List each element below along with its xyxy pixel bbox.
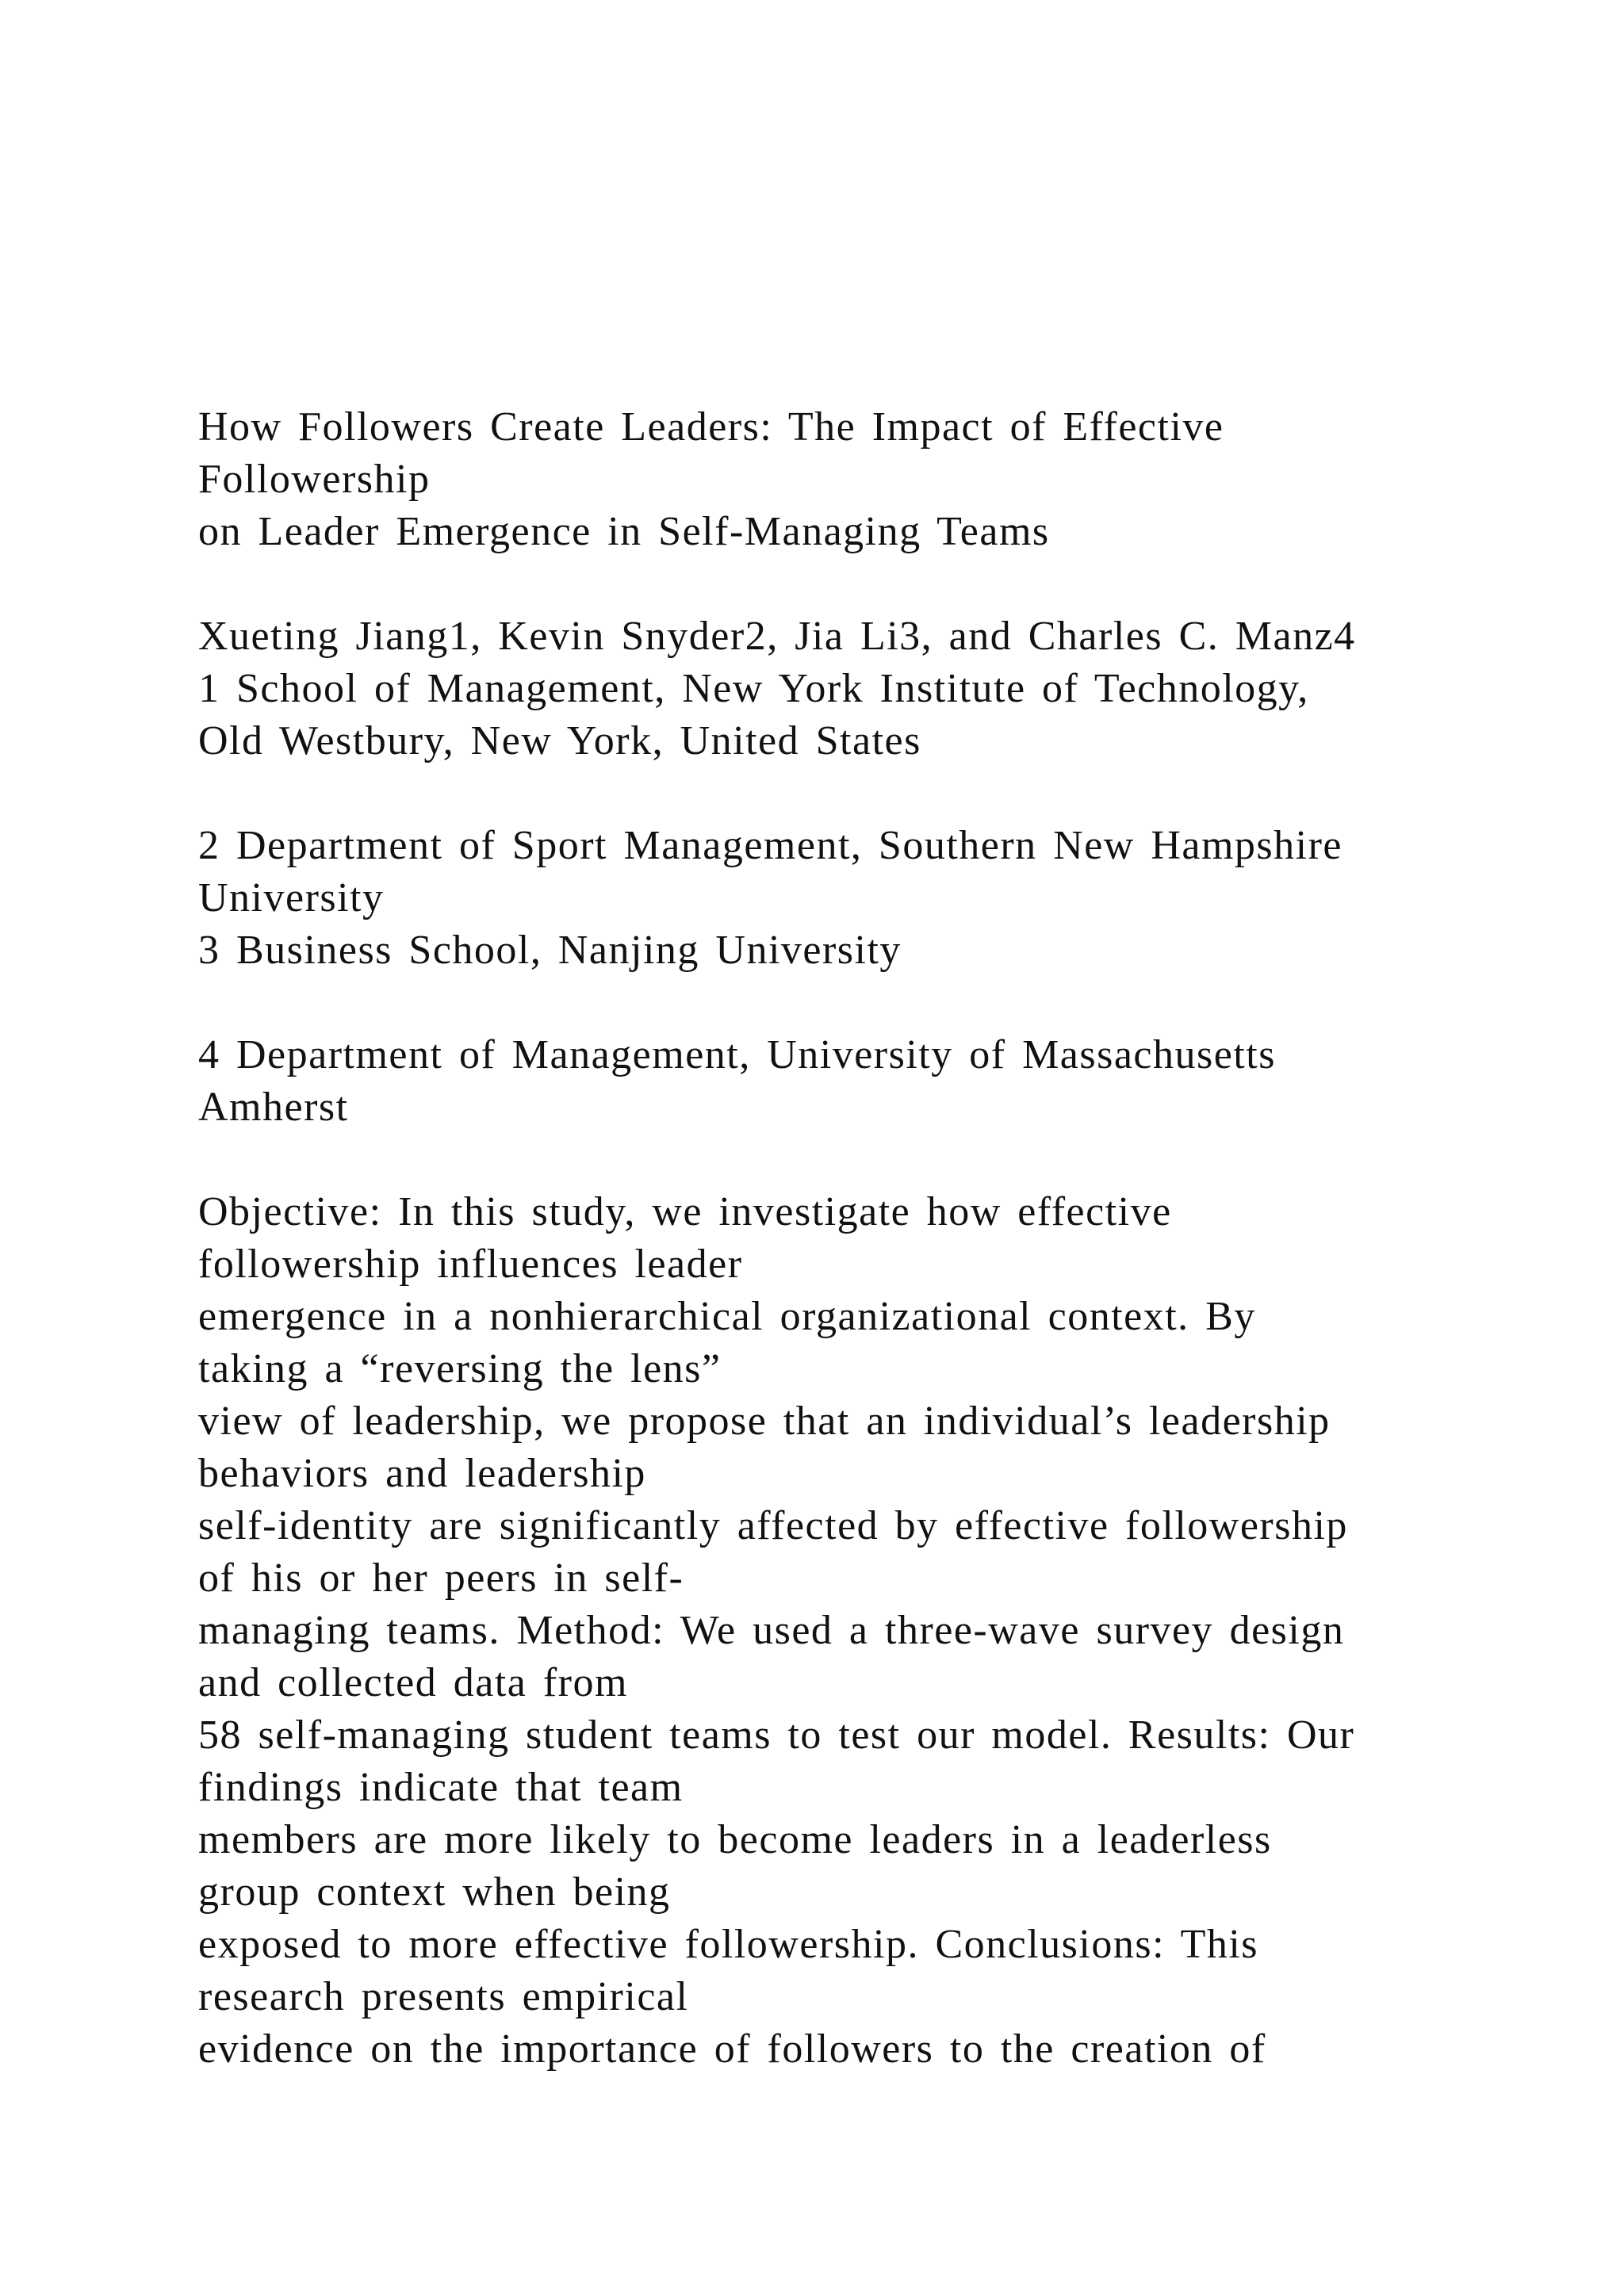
text-line: research presents empirical xyxy=(198,1974,689,2019)
text-line: taking a “reversing the lens” xyxy=(198,1346,722,1391)
text-line: view of leadership, we propose that an individual’s leadership xyxy=(198,1399,1331,1444)
blank-line xyxy=(198,1134,1562,1186)
text-line: followership influences leader xyxy=(198,1242,743,1287)
text-line: 1 School of Management, New York Institute of Technology, xyxy=(198,666,1309,711)
text-line: Objective: In this study, we investigate how effective xyxy=(198,1189,1172,1234)
text-line: on Leader Emergence in Self-Managing Teams xyxy=(198,509,1050,554)
blank-line xyxy=(198,977,1562,1029)
text-line: Amherst xyxy=(198,1085,349,1130)
text-line: findings indicate that team xyxy=(198,1765,684,1810)
document-body xyxy=(198,401,1562,2076)
text-line: evidence on the importance of followers to the creation of xyxy=(198,2026,1266,2072)
text-line: managing teams. Method: We used a three-wave survey design xyxy=(198,1608,1345,1653)
blank-line xyxy=(198,767,1562,820)
text-line: 4 Department of Management, University of Massachusetts xyxy=(198,1032,1276,1077)
text-line: Xueting Jiang1, Kevin Snyder2, Jia Li3, and Charles C. Manz4 xyxy=(198,614,1356,659)
text-line: behaviors and leadership xyxy=(198,1451,646,1496)
text-line: Followership xyxy=(198,457,431,502)
text-line: emergence in a nonhierarchical organizational context. By xyxy=(198,1294,1256,1339)
text-line: 58 self-managing student teams to test our model. Results: Our xyxy=(198,1712,1355,1758)
text-line: group context when being xyxy=(198,1869,671,1915)
text-line: and collected data from xyxy=(198,1660,628,1705)
text-line: of his or her peers in self- xyxy=(198,1556,684,1601)
text-line: How Followers Create Leaders: The Impact of Effective xyxy=(198,404,1224,450)
blank-line xyxy=(198,558,1562,610)
text-line: 2 Department of Sport Management, Southern New Hampshire xyxy=(198,823,1343,868)
text-line: University xyxy=(198,875,385,920)
text-line: self-identity are significantly affected by effective followership xyxy=(198,1503,1348,1548)
text-line: exposed to more effective followership. Conclusions: This xyxy=(198,1922,1259,1967)
text-line: 3 Business School, Nanjing University xyxy=(198,928,902,973)
text-line: members are more likely to become leaders in a leaderless xyxy=(198,1817,1272,1862)
text-line: Old Westbury, New York, United States xyxy=(198,718,921,763)
